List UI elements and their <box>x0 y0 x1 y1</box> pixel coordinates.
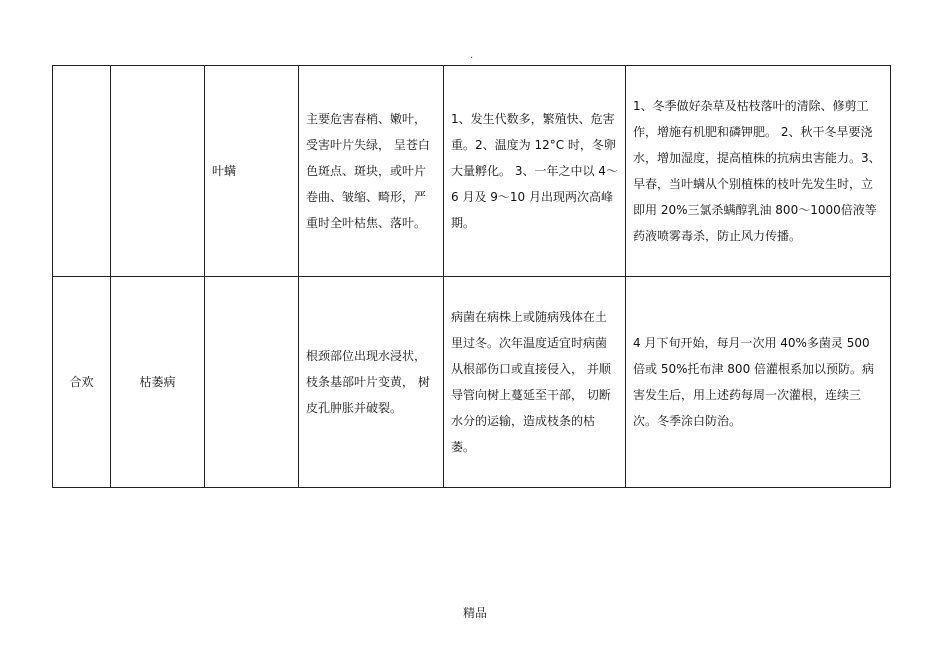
symptoms-cell: 根颈部位出现水浸状，枝条基部叶片变黄， 树皮孔肿胀并破裂。 <box>299 277 444 488</box>
pest-cell <box>205 277 299 488</box>
control-cell: 1、冬季做好杂草及枯枝落叶的清除、修剪工作，增施有机肥和磷钾肥。 2、秋干冬旱要浇水，增加湿度，提高植株的抗病虫害能力。3、早春，当叶螨从个别植株的枝叶先发生时，立即用 20%三氯杀螨醇乳油 800～1000倍液等药液喷雾毒杀，防止风力传播。 <box>626 66 891 277</box>
page-footer: 精品 <box>462 606 487 620</box>
control-cell: 4 月下旬开始，每月一次用 40%多菌灵 500 倍或 50%托布津 800 倍灌根系加以预防。病害发生后，用上述药每周一次灌根，连续三次。冬季涂白防治。 <box>626 277 891 488</box>
plant-cell: 合欢 <box>53 277 111 488</box>
plant-cell <box>53 66 111 277</box>
disease-cell <box>111 66 205 277</box>
symptoms-cell: 主要危害春梢、嫩叶，受害叶片失绿， 呈苍白色斑点、斑块，或叶片卷曲、皱缩、畸形，严重时全叶枯焦、落叶。 <box>299 66 444 277</box>
table-row <box>53 66 891 277</box>
pattern-cell: 病菌在病株上或随病残体在土里过冬。次年温度适宜时病菌从根部伤口或直接侵入， 并顺导管向树上蔓延至干部， 切断水分的运输，造成枝条的枯萎。 <box>444 277 626 488</box>
pest-control-table <box>52 65 891 488</box>
disease-cell: 枯萎病 <box>111 277 205 488</box>
pattern-cell: 1、发生代数多，繁殖快、危害重。2、温度为 12°C 时，冬卵大量孵化。 3、一年之中以 4～6 月及 9～10 月出现两次高峰期。 <box>444 66 626 277</box>
pest-cell: 叶螨 <box>205 66 299 277</box>
table-row <box>53 277 891 488</box>
header-mark: . <box>470 50 474 61</box>
